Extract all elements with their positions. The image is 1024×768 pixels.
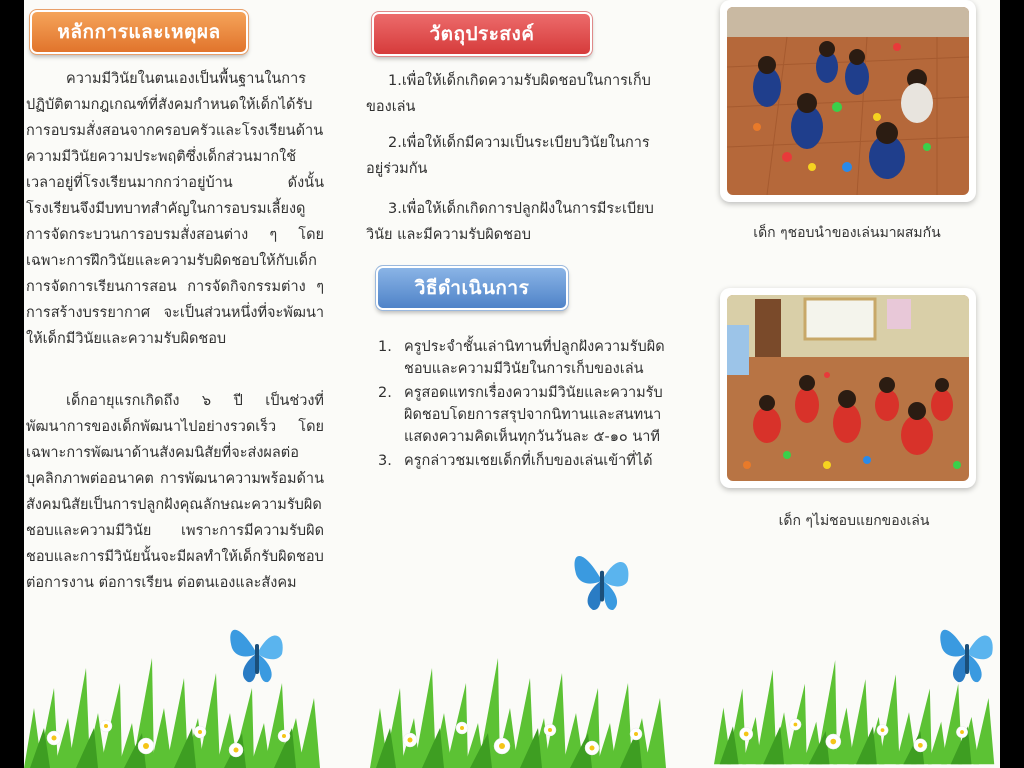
butterfly-icon: [226, 618, 288, 688]
method-step-text: ครูประจำชั้นเล่านิทานที่ปลูกฝังความรับผิดชอบและความมีวินัยในการเก็บของเล่น: [404, 339, 665, 377]
method-step-text: ครูกล่าวชมเชยเด็กที่เก็บของเล่นเข้าที่ได้: [404, 453, 653, 469]
photo-caption-1: เด็ก ๆชอบนำของเล่นมาผสมกัน: [753, 225, 941, 241]
principles-paragraph-1: ความมีวินัยในตนเองเป็นพื้นฐานในการปฏิบัติตามกฎเกณฑ์ที่สังคมกำหนดให้เด็กได้รับการอบรมสั่งสอนจากครอบครัวและโรงเรียนด้านความมีวินัยความประพฤติซึ่งเด็กส่วนมากใช้เวลาอยู่ที่โรงเรียนมากกว่าอยู่บ้าน ดังนั้นโรงเรียนจึงมีบทบาทสำคัญในการอบรมเลี้ยงดู การจัดกระบวนการอบรมสั่งสอนต่าง ๆ โดยเฉพาะการฝึกวินัยและความรับผิดชอบให้กับเด็ก การจัดการเรียนการสอน การจัดกิจกรรมต่าง ๆ การสร้างบรรยากาศ จะเป็นส่วนหนึ่งที่จะพัฒนาให้เด็กมีวินัยและความรับผิดชอบ: [26, 71, 324, 347]
principles-paragraph-2: เด็กอายุแรกเกิดถึง ๖ ปี เป็นช่วงที่พัฒนาการของเด็กพัฒนาไปอย่างรวดเร็ว โดยเฉพาะการพัฒนาด้านสังคมนิสัยที่จะส่งผลต่อบุคลิกภาพต่ออนาคต การพัฒนาความพร้อมด้านสังคมนิสัยเป็นการปลูกฝังคุณลักษณะความรับผิดชอบและความมีวินัย เพราะการมีความรับผิดชอบและการมีวินัยนั้นจะมีผลทำให้เด็กรับผิดชอบต่อการงาน ต่อการเรียน ต่อตนเองและสังคม: [26, 393, 324, 591]
method-steps-list: [378, 336, 668, 474]
principles-header: [30, 10, 248, 54]
method-header-text: วิธีดำเนินการ: [414, 277, 530, 299]
photo-children-playing-2: [720, 288, 976, 488]
method-step-number: 2.: [378, 385, 392, 401]
photo-caption-2: เด็ก ๆไม่ชอบแยกของเล่น: [778, 513, 930, 529]
classroom-photo-1: [727, 7, 969, 195]
objectives-header-text: วัตถุประสงค์: [429, 23, 535, 45]
objectives-header: [372, 12, 592, 56]
objective-item-1: 1.เพื่อให้เด็กเกิดความรับผิดชอบในการเก็บของเล่น: [366, 73, 651, 115]
method-header: [376, 266, 568, 310]
method-step: [378, 382, 668, 448]
objective-item-2: 2.เพื่อให้เด็กมีความเป็นระเบียบวินัยในการอยู่ร่วมกัน: [366, 135, 650, 177]
method-step: [378, 336, 668, 380]
method-step-number: 1.: [378, 339, 392, 355]
brochure-page: [24, 0, 1000, 768]
panel-photos: [704, 0, 1000, 768]
grass-flowers-illustration: [370, 628, 670, 768]
method-step-number: 3.: [378, 453, 392, 469]
method-step-text: ครูสอดแทรกเรื่องความมีวินัยและความรับผิดชอบโดยการสรุปจากนิทานและสนทนาแสดงความคิดเห็นทุกวันวันละ ๕-๑๐ นาที: [404, 385, 663, 445]
classroom-photo-2: [727, 295, 969, 481]
photo-children-playing-1: [720, 0, 976, 202]
method-step: [378, 450, 668, 472]
objective-item-3: 3.เพื่อให้เด็กเกิดการปลูกฝังในการมีระเบียบวินัย และมีความรับผิดชอบ: [366, 201, 654, 243]
butterfly-icon: [570, 544, 634, 616]
panel-objectives-method: [360, 0, 686, 768]
grass-flowers-illustration: [714, 628, 998, 768]
principles-header-text: หลักการและเหตุผล: [57, 21, 221, 43]
panel-principles: [24, 0, 350, 768]
